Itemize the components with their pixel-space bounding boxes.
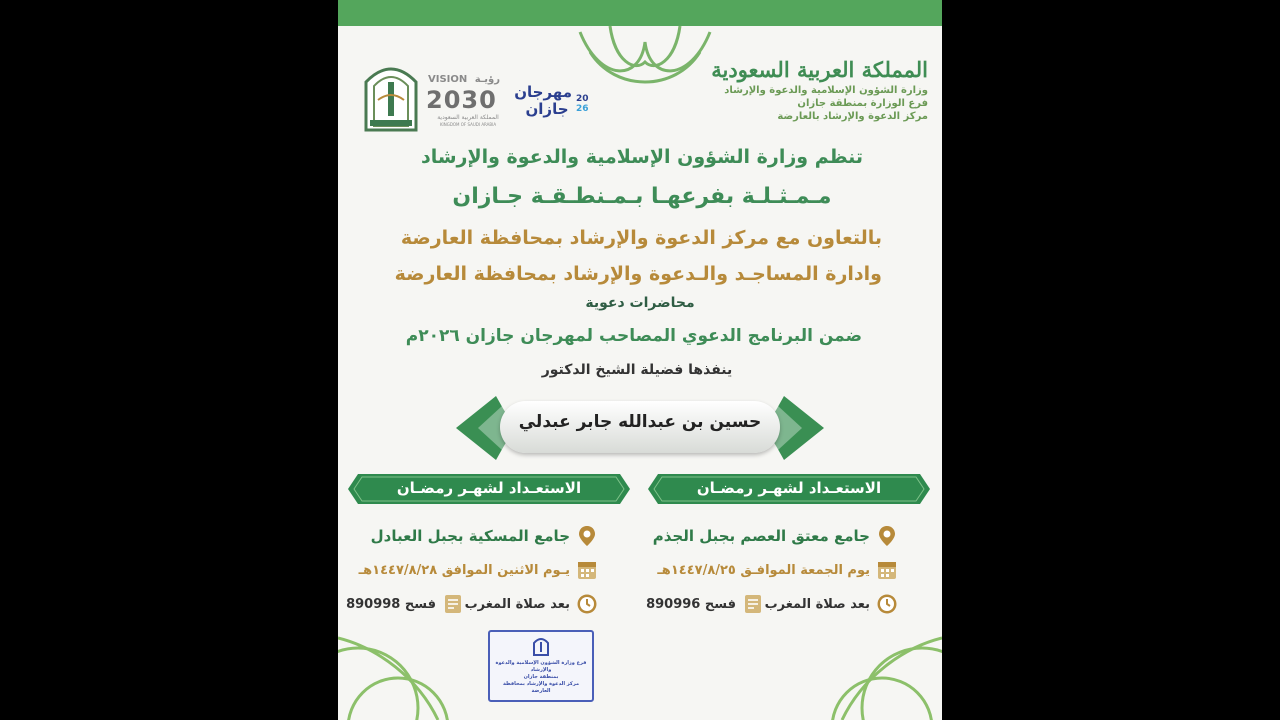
festival-year-top: 20 [576,94,589,104]
headline-presenter-intro: ينفذها فضيلة الشيخ الدكتور [541,362,733,378]
event-2-date: يـوم الاثنين الموافق ١٤٤٧/٨/٢٨هـ [358,562,570,578]
vision-year: 2030 [426,86,497,114]
calendar-icon [876,559,898,581]
event-1-title-ribbon [648,474,930,504]
event-1-date: يوم الجمعة الموافـق ١٤٤٧/٨/٢٥هـ [657,562,870,578]
approval-stamp [488,630,594,702]
headline-program: ضمن البرنامج الدعوي المصاحب لمهرجان جازان ٢٠٢٦م [405,326,862,346]
headline-branch: مـمـثـلـة بفرعهـا بـمـنطـقـة جـازان [452,184,832,209]
event-2-title-ribbon [348,474,630,504]
ministry-logo-icon [362,60,420,132]
calendar-icon [576,559,598,581]
branch-name: فرع الوزارة بمنطقة جازان [797,98,928,109]
festival-name: مهرجان جازان [514,83,572,118]
event-2-time-row [465,590,598,618]
event-2-location-row [371,522,598,550]
vision-ar-label: رؤيـة [474,74,500,85]
event-1-location: جامع معتق العصم بجبل الجذم [652,527,870,545]
kingdom-name: المملكة العربية السعودية [711,57,928,82]
poster [338,0,942,720]
vision-sub-ar: المملكة العربية السعودية [437,114,499,121]
center-name: مركز الدعوة والإرشاد بالعارضة [777,111,928,122]
vision-sub-en: KINGDOM OF SAUDI ARABIA [439,122,497,127]
event-1-title: الاستعـداد لشهـر رمضـان [696,479,882,497]
ministry-name: وزارة الشؤون الإسلامية والدعوة والإرشاد [724,85,928,96]
event-2-title: الاستعـداد لشهـر رمضـان [396,479,582,497]
event-1-location-row [653,522,898,550]
event-2-permit-row [346,590,464,618]
bottom-left-arabesque-ornament [338,618,468,720]
stamp-emblem-icon [532,636,550,656]
event-2-time: بعد صلاة المغرب [464,596,570,612]
stamp-text [494,660,588,695]
vision-2030-logo [426,74,510,130]
clock-icon [876,593,898,615]
event-1-permit: فسح 890996 [646,596,736,612]
festival-year-bottom: 26 [576,104,589,114]
clock-icon [576,593,598,615]
event-1-time: بعد صلاة المغرب [764,596,870,612]
vision-en-label: VISION [428,74,468,85]
location-pin-icon [876,525,898,547]
headline-organizer: تنظم وزارة الشؤون الإسلامية والدعوة والإرشاد [420,146,864,168]
event-2-date-row [359,556,598,584]
event-1-permit-row [646,590,764,618]
stamp-line-2: بمنطقة جازان [523,674,559,680]
speaker-name: حسين بن عبدالله جابر عبدلي [518,412,762,432]
speaker-name-banner [456,394,824,462]
stamp-line-3: مركز الدعوة والإرشاد بمحافظة العارضة [502,681,580,694]
event-2-location: جامع المسكية بجبل العبادل [370,527,570,545]
organization-header [711,56,928,123]
event-1-time-row [765,590,898,618]
headline-lectures: محاضرات دعوية [585,295,695,311]
jazan-festival-logo [514,80,598,124]
bottom-right-arabesque-ornament [812,618,942,720]
event-1-date-row [657,556,898,584]
permit-document-icon [442,593,464,615]
headline-cooperation: بالتعاون مع مركز الدعوة والإرشاد بمحافظة العارضة [400,227,882,249]
permit-document-icon [742,593,764,615]
headline-mosques-admin: وادارة المساجـد والـدعوة والإرشاد بمحافظة العارضة [394,263,882,285]
stamp-line-1: فرع وزارة الشؤون الإسلامية والدعوة والإرشاد [495,660,587,673]
location-pin-icon [576,525,598,547]
event-2-permit: فسح 890998 [346,596,436,612]
